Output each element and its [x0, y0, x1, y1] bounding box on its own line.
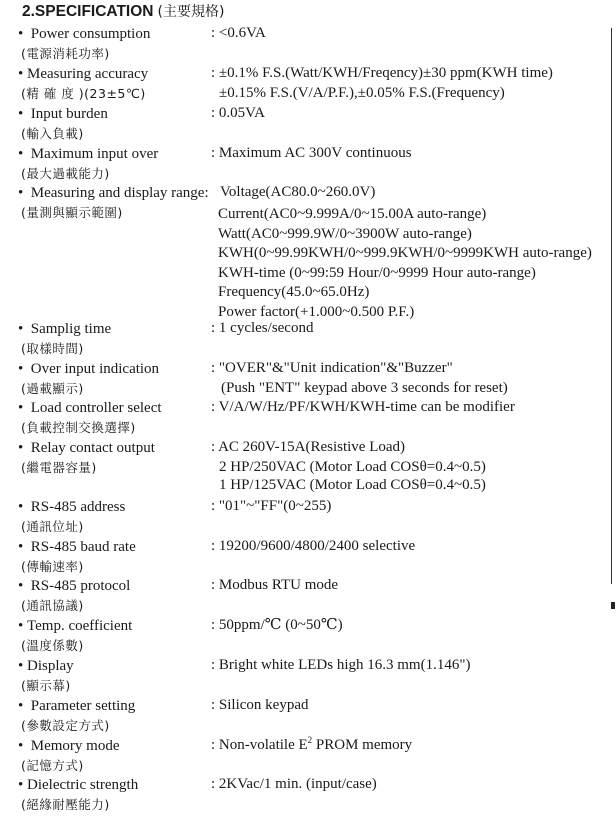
- spec-label-chinese: (參數設定方式): [21, 718, 110, 733]
- spec-label-chinese: (量測與顯示範圍): [21, 205, 123, 220]
- spec-label-chinese: (傳輸速率): [21, 559, 84, 574]
- edge-mark: [611, 602, 615, 609]
- spec-label: • Load controller select: [18, 400, 162, 416]
- spec-label-chinese: (電源消耗功率): [21, 46, 110, 61]
- spec-value: : ±0.1% F.S.(Watt/KWH/Freqency)±30 ppm(KWH time) ±0.15% F.S.(V/A/P.F.),±0.05% F.S.(Frequency): [211, 65, 553, 101]
- spec-value: : 0.05VA: [211, 105, 265, 121]
- spec-label: • RS-485 address: [18, 499, 126, 515]
- section-title-main: 2.SPECIFICATION: [22, 3, 154, 20]
- spec-label: • RS-485 protocol: [18, 578, 131, 594]
- spec-label: • Measuring and display range:: [18, 185, 209, 201]
- spec-value: : <0.6VA: [211, 25, 266, 41]
- spec-value: : Bright white LEDs high 16.3 mm(1.146"): [211, 657, 471, 673]
- spec-value: : Maximum AC 300V continuous: [211, 145, 412, 161]
- spec-label-chinese: (顯示幕): [21, 678, 71, 693]
- section-title: [22, 1, 224, 21]
- spec-label-chinese: (取樣時間): [21, 341, 84, 356]
- spec-label-chinese: (通訊位址): [21, 519, 84, 534]
- spec-label: • Memory mode: [18, 738, 120, 754]
- spec-label-chinese: (輸入負載): [21, 126, 84, 141]
- spec-value: : V/A/W/Hz/PF/KWH/KWH-time can be modifier: [211, 399, 515, 415]
- spec-label-chinese: (過載顯示): [21, 381, 84, 396]
- spec-value: : Silicon keypad: [211, 697, 309, 713]
- spec-value: : AC 260V-15A(Resistive Load) 2 HP/250VAC (Motor Load COSθ=0.4~0.5) 1 HP/125VAC (Motor Load COSθ=0.4~0.5): [211, 439, 486, 493]
- spec-label: • Relay contact output: [18, 440, 155, 456]
- spec-value-ranges: Current(AC0~9.999A/0~15.00A auto-range) Watt(AC0~999.9W/0~3900W auto-range) KWH(0~99.99KWH/0~999.9KWH/0~9999KWH auto-range) KWH-time (0~99:59 Hour/0~9999 Hour auto-range) Frequency(45.0~65.0Hz) Power factor(+1.000~0.500 P.F.): [218, 206, 592, 320]
- spec-label-chinese: (繼電器容量): [21, 460, 97, 475]
- spec-label: • RS-485 baud rate: [18, 539, 136, 555]
- spec-label-chinese: (負載控制交換選擇): [21, 420, 136, 435]
- spec-label: • Power consumption: [18, 26, 151, 42]
- spec-value: : 19200/9600/4800/2400 selective: [211, 538, 416, 554]
- spec-value: : Modbus RTU mode: [211, 577, 339, 593]
- spec-label: • Temp. coefficient: [18, 618, 133, 634]
- spec-value: : "OVER"&"Unit indication"&"Buzzer" (Push "ENT" keypad above 3 seconds for reset): [211, 360, 508, 396]
- spec-label-chinese: (最大過載能力): [21, 166, 110, 181]
- spec-value: : 1 cycles/second: [211, 320, 314, 336]
- spec-label: • Input burden: [18, 106, 108, 122]
- spec-label: • Display: [18, 658, 74, 674]
- spec-label-chinese: (絕緣耐壓能力): [21, 797, 110, 812]
- spec-label: • Over input indication: [18, 361, 160, 377]
- spec-value: : 2KVac/1 min. (input/case): [211, 776, 377, 792]
- spec-value: : Non-volatile $E^2$ PROM memory: [211, 735, 413, 753]
- spec-label: • Parameter setting: [18, 698, 136, 714]
- section-title-chinese: (主要規格): [157, 4, 225, 20]
- spec-label-chinese: (通訊協議): [21, 598, 84, 613]
- spec-label-chinese: (記憶方式): [21, 758, 84, 773]
- spec-label: • Maximum input over: [18, 146, 159, 162]
- spec-label: • Samplig time: [18, 321, 112, 337]
- spec-label: • Measuring accuracy: [18, 66, 149, 82]
- spec-label-chinese: (溫度係數): [21, 638, 84, 653]
- spec-label-chinese: (精 確 度 )(23±5℃): [21, 86, 146, 101]
- right-border-line: [611, 28, 612, 584]
- spec-value: : 50ppm/℃ (0~50℃): [211, 617, 343, 633]
- spec-label: • Dielectric strength: [18, 777, 139, 793]
- spec-value: Voltage(AC80.0~260.0V): [220, 184, 376, 200]
- spec-value: : "01"~"FF"(0~255): [211, 498, 332, 514]
